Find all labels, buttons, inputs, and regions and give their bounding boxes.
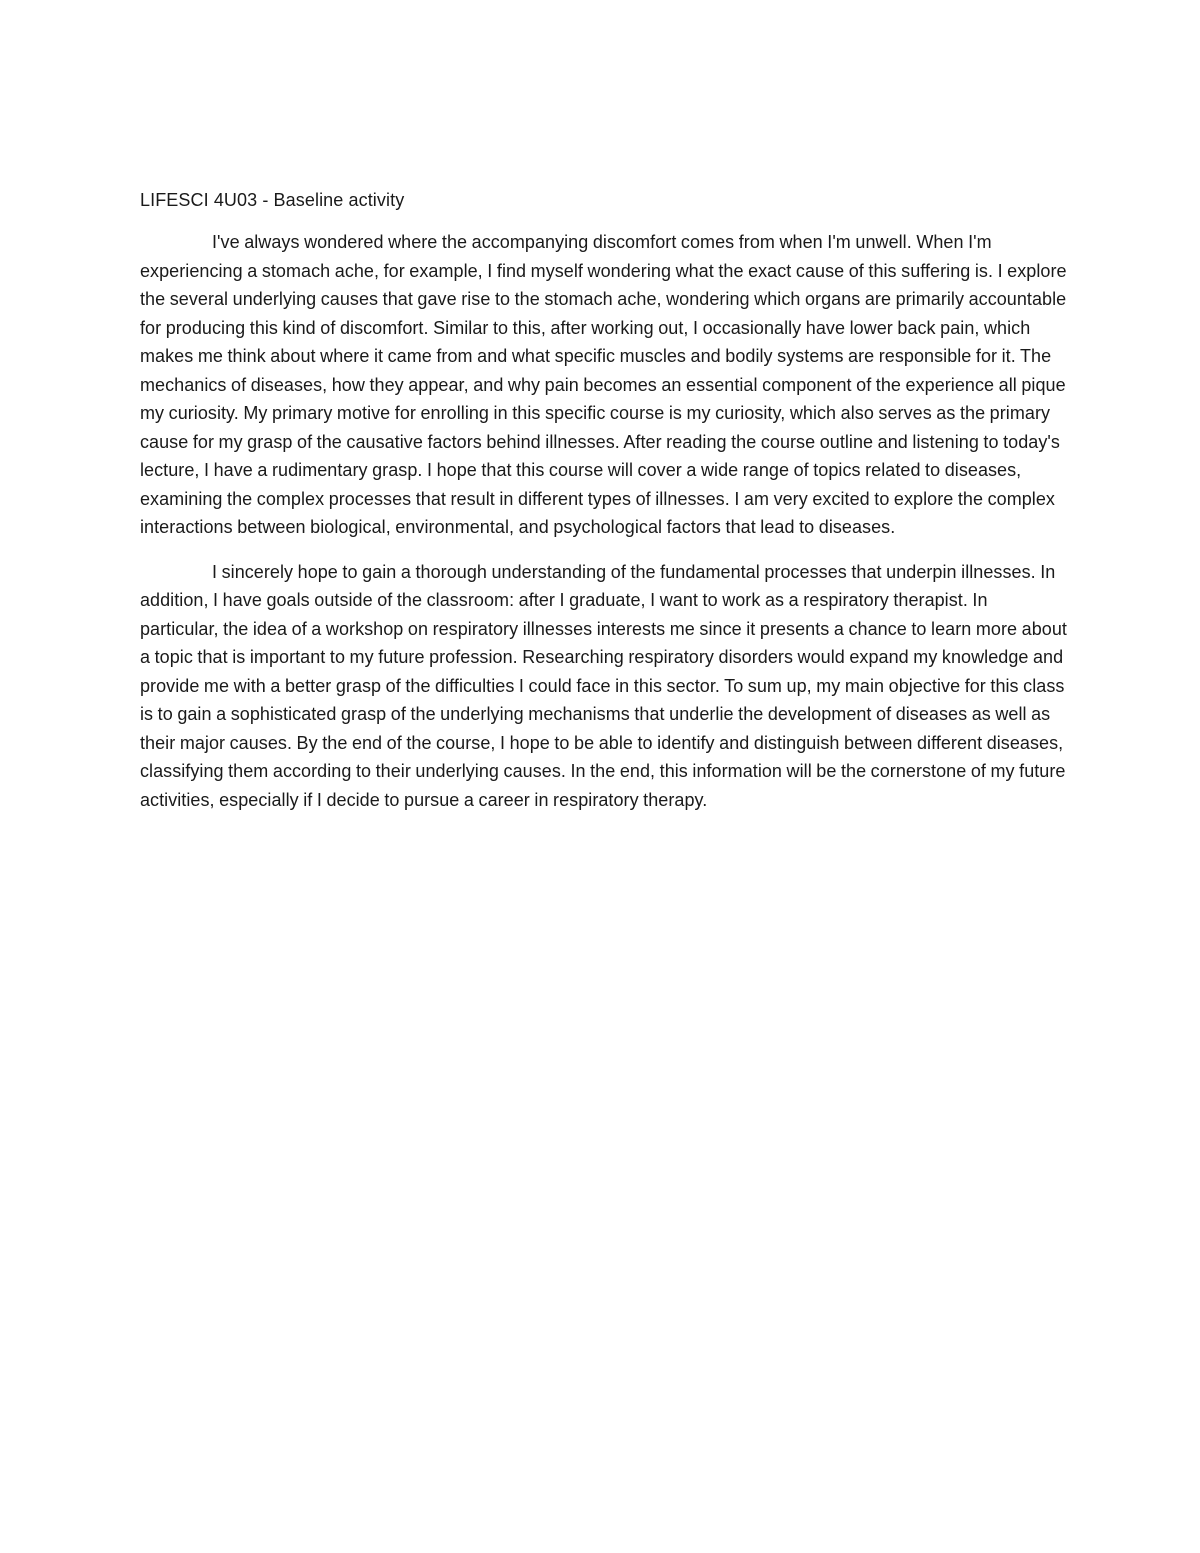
document-body [140,186,1070,830]
paragraph-1: I've always wondered where the accompanying discomfort comes from when I'm unwell. When I'm experiencing a stomach ache, for example, I find myself wondering what the exact cause of this suffering is. I explore the several underlying causes that gave rise to the stomach ache, wondering which organs are primarily accountable for producing this kind of discomfort. Similar to this, after working out, I occasionally have lower back pain, which makes me think about where it came from and what specific muscles and bodily systems are responsible for it. The mechanics of diseases, how they appear, and why pain becomes an essential component of the experience all pique my curiosity. My primary motive for enrolling in this specific course is my curiosity, which also serves as the primary cause for my grasp of the causative factors behind illnesses. After reading the course outline and listening to today's lecture, I have a rudimentary grasp. I hope that this course will cover a wide range of topics related to diseases, examining the complex processes that result in different types of illnesses. I am very excited to explore the complex interactions between biological, environmental, and psychological factors that lead to diseases. [140,232,1067,537]
document-title: LIFESCI 4U03 - Baseline activity [140,190,405,210]
paragraph-2: I sincerely hope to gain a thorough understanding of the fundamental processes that underpin illnesses. In addition, I have goals outside of the classroom: after I graduate, I want to work as a respiratory therapist. In particular, the idea of a workshop on respiratory illnesses interests me since it presents a chance to learn more about a topic that is important to my future profession. Researching respiratory disorders would expand my knowledge and provide me with a better grasp of the difficulties I could face in this sector. To sum up, my main objective for this class is to gain a sophisticated grasp of the underlying mechanisms that underlie the development of diseases as well as their major causes. By the end of the course, I hope to be able to identify and distinguish between different diseases, classifying them according to their underlying causes. In the end, this information will be the cornerstone of my future activities, especially if I decide to pursue a career in respiratory therapy. [140,561,1067,810]
